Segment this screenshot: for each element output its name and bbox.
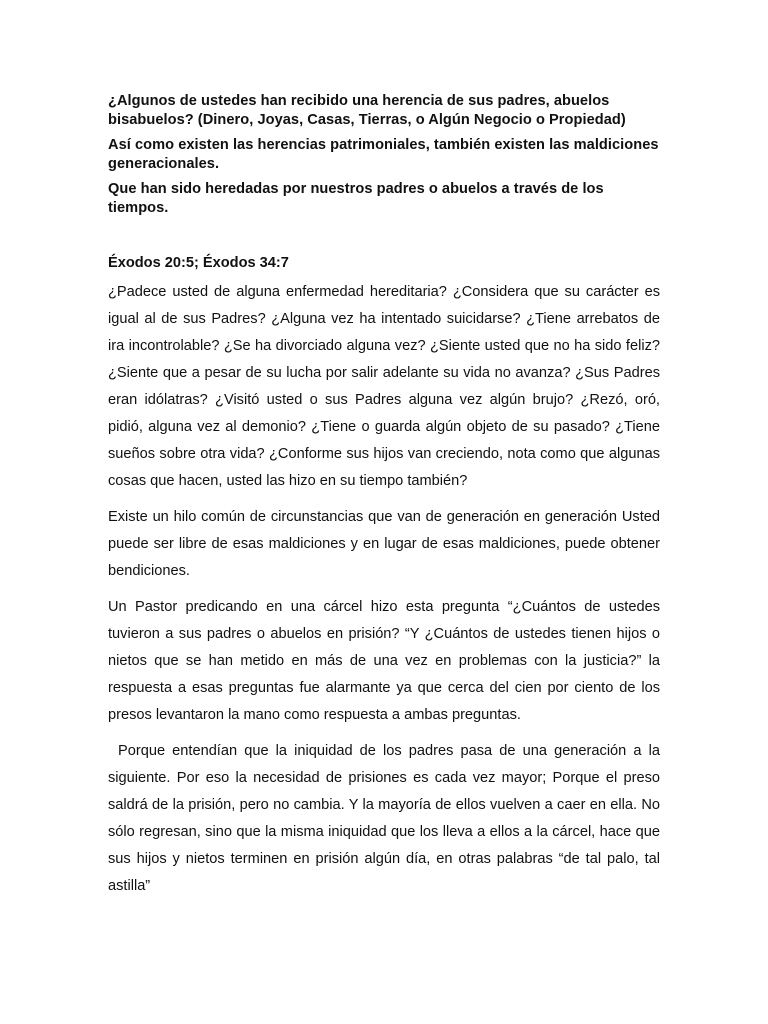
intro-question: ¿Algunos de ustedes han recibido una herencia de sus padres, abuelos bisabuelos? (Dinero, Joyas, Casas, Tierras, o Algún Negocio o Propiedad) (108, 93, 626, 128)
paragraph-common-thread: Existe un hilo común de circunstancias que van de generación en generación Usted puede ser libre de esas maldiciones y en lugar de esas maldiciones, puede obtener bendiciones. (108, 509, 660, 579)
intro-statement: Así como existen las herencias patrimoniales, también existen las maldiciones generacionales. (108, 137, 659, 172)
paragraph-questions: ¿Padece usted de alguna enfermedad hereditaria? ¿Considera que su carácter es igual al de sus Padres? ¿Alguna vez ha intentado suicidarse? ¿Tiene arrebatos de ira incontrolable? ¿Se ha divorciado alguna vez? ¿Siente usted que no ha sido feliz? ¿Siente que a pesar de su lucha por salir adelante su vida no avanza? ¿Sus Padres eran idólatras? ¿Visitó usted o sus Padres alguna vez algún brujo? ¿Rezó, oró, pidió, alguna vez al demonio? ¿Tiene o guarda algún objeto de su pasado? ¿Tiene sueños sobre otra vida? ¿Conforme sus hijos van creciendo, nota como que algunas cosas que hacen, usted las hizo en su tiempo también? (108, 284, 660, 489)
paragraph-pastor: Un Pastor predicando en una cárcel hizo esta pregunta “¿Cuántos de ustedes tuvieron a sus padres o abuelos en prisión? “Y ¿Cuántos de ustedes tienen hijos o nietos que se han metido en más de una vez en problemas con la justicia?” la respuesta a esas preguntas fue alarmante ya que cerca del cien por ciento de los presos levantaron la mano como respuesta a ambas preguntas. (108, 599, 660, 723)
paragraph-iniquity: Porque entendían que la iniquidad de los padres pasa de una generación a la siguiente. Por eso la necesidad de prisiones es cada vez mayor; Porque el preso saldrá de la prisión, pero no cambia. Y la mayoría de ellos vuelven a caer en ella. No sólo regresan, sino que la misma iniquidad que los lleva a ellos a la cárcel, hace que sus hijos y nietos terminen en prisión algún día, en otras palabras “de tal palo, tal astilla” (108, 743, 660, 894)
intro-inheritance: Que han sido heredadas por nuestros padres o abuelos a través de los tiempos. (108, 181, 604, 216)
document-page (108, 92, 660, 909)
scripture-reference: Éxodos 20:5; Éxodos 34:7 (108, 255, 289, 271)
